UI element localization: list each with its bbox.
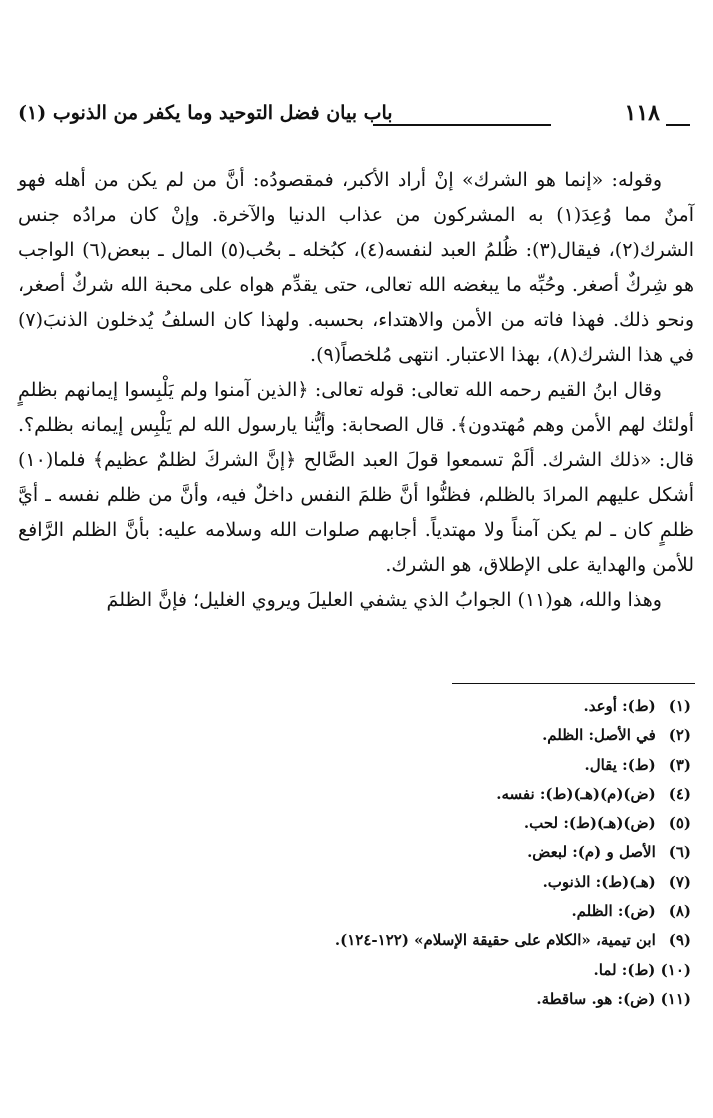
footnote-number: (١) bbox=[668, 697, 691, 715]
header-rule bbox=[373, 124, 551, 126]
footnote-number: (٢) bbox=[668, 726, 691, 745]
footnote bbox=[18, 985, 691, 1014]
footnote-number: (١٠) bbox=[660, 960, 691, 979]
running-title: باب بيان فضل التوحيد وما يكفر من الذنوب (١) bbox=[18, 102, 393, 124]
main-text bbox=[18, 163, 694, 618]
footnote-text: ابن تيمية، «الكلام على حقيقة الإسلام» (١٢٢-١٢٤). bbox=[334, 931, 656, 950]
footnote-text: (ط): يقال. bbox=[584, 755, 656, 774]
footnote-text: (ط): أوعد. bbox=[583, 697, 656, 715]
footnote-text: في الأصل: الظلم. bbox=[542, 726, 656, 745]
footnote-number: (٥) bbox=[668, 814, 691, 833]
footnote-number: (٣) bbox=[668, 755, 691, 774]
footnote bbox=[18, 897, 691, 926]
footnote-number: (٨) bbox=[668, 902, 691, 921]
footnotes bbox=[18, 692, 691, 1014]
paragraph: وقال ابنُ القيم رحمه الله تعالى: قوله تعالى: ﴿الذين آمنوا ولم يَلْبِسوا إيمانهم بظلمٍ أولئك لهم الأمن وهم مُهتدون﴾. قال الصحابة: وأيُّنا يارسول الله لم يَلْبِس إيمانه بظلم؟. قال: «ذلك الشرك. ألَمْ تسمعوا قولَ العبد الصَّالح ﴿إنَّ الشركَ لظلمٌ عظيم﴾ فلما(١٠) أشكل عليهم المرادَ بالظلم، فظنُّوا أنَّ ظلمَ النفس داخلٌ فيه، وأنَّ من ظلم نفسه ـ أيَّ ظلمٍ كان ـ لم يكن آمناً ولا مهتدياً. أجابهم صلوات الله وسلامه عليه: بأنَّ الظلم الرَّافع للأمن والهداية على الإطلاق، هو الشرك. bbox=[18, 379, 694, 576]
footnote bbox=[18, 956, 691, 985]
header-rule bbox=[666, 124, 690, 126]
footnote-number: (٦) bbox=[668, 843, 691, 862]
footnote bbox=[18, 751, 691, 780]
footnote-text: الأصل و (م): لبعض. bbox=[527, 843, 656, 862]
footnote-text: (ض): هو. ساقطة. bbox=[536, 989, 656, 1008]
footnote bbox=[18, 721, 691, 750]
running-header bbox=[18, 100, 690, 130]
footnote-number: (٩) bbox=[668, 931, 691, 950]
footnote-text: (ض)(هـ)(ط): لحب. bbox=[523, 814, 656, 833]
footnote-text: (ض): الظلم. bbox=[571, 902, 656, 921]
footnote-text: (هـ)(ط): الذنوب. bbox=[542, 872, 656, 891]
paragraph: وهذا والله، هو(١١) الجوابُ الذي يشفي العليلَ ويروي الغليل؛ فإنَّ الظلمَ bbox=[106, 589, 662, 611]
footnote bbox=[18, 838, 691, 867]
footnote-divider bbox=[452, 683, 695, 684]
footnote-number: (١١) bbox=[660, 989, 691, 1008]
footnote-text: (ط): لما. bbox=[593, 960, 656, 979]
footnote-text: (ض)(م)(هـ)(ط): نفسه. bbox=[496, 784, 656, 803]
footnote bbox=[18, 926, 691, 955]
page-number: ١١٨ bbox=[624, 100, 660, 126]
footnote bbox=[18, 692, 691, 721]
paragraph: وقوله: «إنما هو الشرك» إنْ أراد الأكبر، فمقصودُه: أنَّ من لم يكن من أهله فهو آمنٌ مما وُعِدَ(١) به المشركون من عذاب الدنيا والآخرة. وإنْ كان مرادُه جنس الشرك(٢)، فيقال(٣): ظُلمُ العبد لنفسه(٤)، كبُخله ـ بحُب(٥) المال ـ ببعض(٦) الواجب هو شِركٌ أصغر. وحُبِّه ما يبغضه الله تعالى، حتى يقدِّم هواه على محبة الله شركٌ أصغر، ونحو ذلك. فهذا فاته من الأمن والاهتداء، بحسبه. ولهذا كان السلفُ يُدخلون الذنبَ(٧) في هذا الشرك(٨)، بهذا الاعتبار. انتهى مُلخصاً(٩). bbox=[18, 169, 694, 366]
footnote bbox=[18, 809, 691, 838]
footnote-number: (٤) bbox=[668, 784, 691, 803]
footnote bbox=[18, 780, 691, 809]
footnote-number: (٧) bbox=[668, 872, 691, 891]
footnote bbox=[18, 868, 691, 897]
